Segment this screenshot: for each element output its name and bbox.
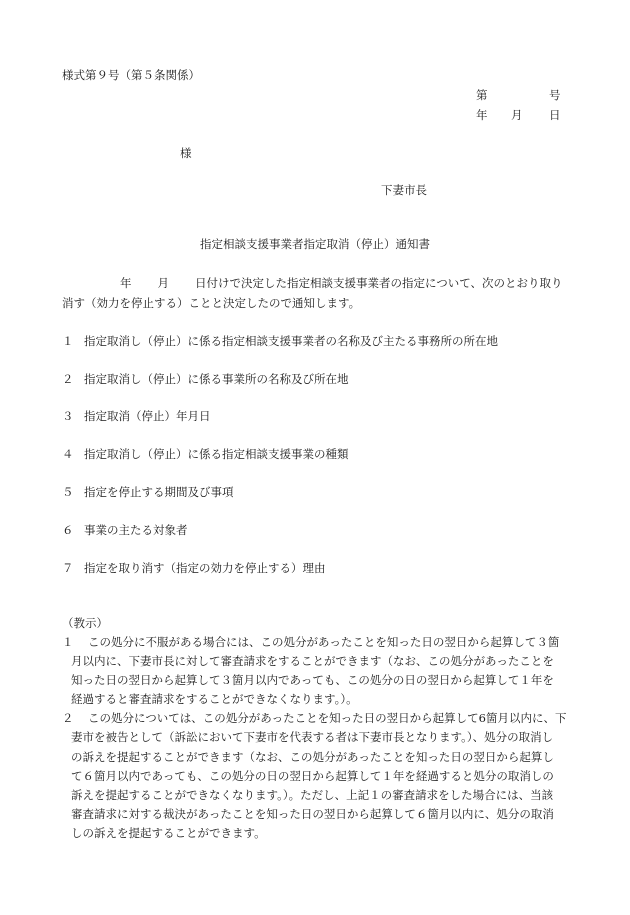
note-line: 審査請求に対する裁決があったことを知った日の翌日から起算して６箇月以内に、処分の取消 [71, 806, 554, 821]
note-line: しの訴えを提起することができます。 [71, 825, 266, 840]
item-text: 指定を停止する期間及び事項 [84, 485, 234, 499]
item-number: ７ [62, 561, 74, 575]
note-entry [62, 711, 572, 845]
list-item [62, 409, 211, 423]
note-line: の訴えを提起することができます（なお、この処分があったことを知った日の翌日から起算し [71, 749, 554, 764]
document-title: 指定相談支援事業者指定取消（停止）通知書 [200, 237, 430, 251]
item-number: ３ [62, 409, 74, 423]
list-item [62, 334, 498, 348]
intro-month-label: 月 [157, 276, 169, 290]
item-text: 指定を取り消す（指定の効力を停止する）理由 [84, 561, 326, 575]
note-line: 妻市を被告として（訴訟において下妻市を代表する者は下妻市長となります。）、処分の取消し [71, 730, 554, 745]
item-number: １ [62, 334, 74, 348]
form-identifier: 様式第９号（第５条関係） [62, 68, 200, 82]
item-number: ６ [62, 523, 74, 537]
note-line: 知った日の翌日から起算して３箇月以内であっても、この処分の日の翌日から起算して１年を [71, 673, 554, 688]
list-item [62, 485, 234, 499]
note-number: ２ [62, 711, 74, 726]
notes-heading: （教示） [62, 616, 108, 630]
note-line: て６箇月以内であっても、この処分の日の翌日から起算して１年を経過すると処分の取消しの [71, 768, 554, 783]
note-line: この処分に不服がある場合には、この処分があったことを知った日の翌日から起算して３箇 [88, 635, 560, 649]
list-item [62, 523, 188, 537]
document-number-label: 第 [476, 88, 488, 102]
intro-line-2: 消す（効力を停止する）ことと決定したので通知します。 [62, 296, 361, 310]
intro-year-label: 年 [120, 276, 132, 290]
item-text: 指定取消し（停止）に係る事業所の名称及び所在地 [84, 372, 349, 386]
sender-name: 下妻市長 [381, 183, 427, 197]
date-month-label: 月 [511, 108, 523, 122]
item-text: 事業の主たる対象者 [84, 523, 188, 537]
item-text: 指定取消し（停止）に係る指定相談支援事業の種類 [84, 447, 349, 461]
date-day-label: 日 [549, 108, 561, 122]
note-line: この処分については、この処分があったことを知った日の翌日から起算して6箇月以内に、下 [88, 711, 567, 726]
item-text: 指定取消し（停止）に係る指定相談支援事業者の名称及び主たる事務所の所在地 [84, 334, 498, 348]
instruction-notes [62, 616, 572, 845]
note-line: 経過すると審査請求をすることができなくなります。）。 [71, 692, 358, 707]
item-number: ４ [62, 447, 74, 461]
document-number-suffix: 号 [549, 88, 561, 102]
item-number: ２ [62, 372, 74, 386]
list-item [62, 561, 326, 575]
note-number: １ [62, 635, 74, 649]
item-text: 指定取消（停止）年月日 [84, 409, 211, 423]
note-line: 訴えを提起することができなくなります。）。ただし、上記１の審査請求をした場合には、当該 [71, 787, 554, 802]
note-line: 月以内に、下妻市長に対して審査請求をすることができます（なお、この処分があったことを [71, 654, 554, 669]
intro-paragraph [62, 276, 572, 316]
note-entry [62, 635, 572, 711]
list-item [62, 447, 349, 461]
date-year-label: 年 [476, 108, 488, 122]
intro-line-1-text: 日付けで決定した指定相談支援事業者の指定について、次のとおり取り [195, 276, 563, 290]
intro-line-1 [62, 276, 572, 296]
recipient-honorific: 様 [180, 146, 192, 160]
item-number: ５ [62, 485, 74, 499]
list-item [62, 372, 349, 386]
